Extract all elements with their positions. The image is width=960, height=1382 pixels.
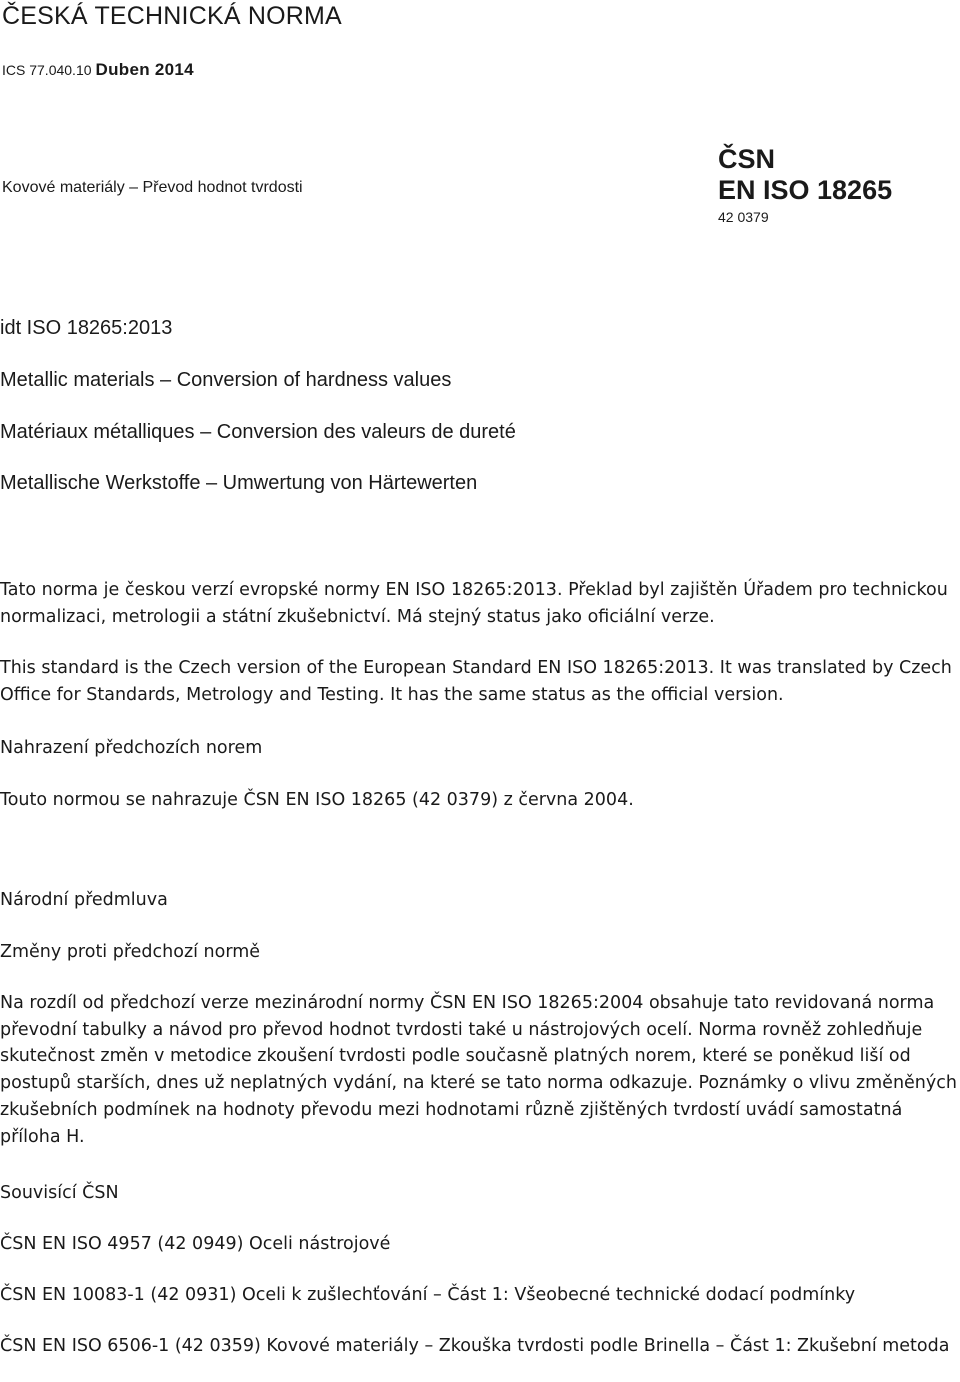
document-heading: ČESKÁ TECHNICKÁ NORMA	[2, 2, 342, 30]
related-standard-item: ČSN EN 10083-1 (42 0931) Oceli k zušlechťování – Část 1: Všeobecné technické dodací podmínky	[0, 1285, 856, 1305]
replaced-standards-heading: Nahrazení předchozích norem	[0, 738, 263, 758]
english-version-statement: This standard is the Czech version of the European Standard EN ISO 18265:2013. It was translated by Czech Office for Standards, Metrology and Testing. It has the same status as the official version.	[0, 658, 952, 705]
ics-code: ICS 77.040.10	[2, 62, 92, 78]
csn-mark: ČSN	[718, 144, 776, 174]
changes-heading: Změny proti předchozí normě	[0, 942, 261, 962]
czech-title: Kovové materiály – Převod hodnot tvrdosti	[2, 179, 303, 196]
publication-date: Duben 2014	[95, 60, 194, 79]
french-title: Matériaux métalliques – Conversion des valeurs de dureté	[0, 421, 516, 443]
standard-number: EN ISO 18265	[718, 175, 893, 205]
classification-number: 42 0379	[718, 209, 769, 225]
related-standard-item: ČSN EN ISO 4957 (42 0949) Oceli nástrojové	[0, 1234, 391, 1254]
ics-line	[2, 60, 194, 80]
german-title: Metallische Werkstoffe – Umwertung von Härtewerten	[0, 472, 478, 494]
english-title: Metallic materials – Conversion of hardness values	[0, 369, 452, 391]
related-standards-heading: Souvisící ČSN	[0, 1183, 119, 1203]
changes-text: Na rozdíl od předchozí verze mezinárodní normy ČSN EN ISO 18265:2004 obsahuje tato revidovaná norma převodní tabulky a návod pro převod hodnot tvrdosti také u nástrojových ocelí. Norma rovněž zohledňuje skutečnost změn v metodice zkoušení tvrdosti podle současně platných norem, které se poněkud liší od postupů starších, dnes už neplatných vydání, na které se tato norma odkazuje. Poznámky o vlivu změněných zkušebních podmínek na hodnoty převodu mezi hodnotami různě zjištěných tvrdostí uvádí samostatná příloha H.	[0, 993, 957, 1147]
czech-version-statement: Tato norma je českou verzí evropské normy EN ISO 18265:2013. Překlad byl zajištěn Úřadem pro technickou normalizaci, metrologii a státní zkušebnictví. Má stejný status jako oficiální verze.	[0, 580, 948, 627]
related-standard-item: ČSN EN ISO 6506-1 (42 0359) Kovové materiály – Zkouška tvrdosti podle Brinella – Část 1: Zkušební metoda	[0, 1336, 950, 1356]
replaced-standards-text: Touto normou se nahrazuje ČSN EN ISO 18265 (42 0379) z června 2004.	[0, 790, 634, 810]
national-foreword-heading: Národní předmluva	[0, 890, 168, 910]
identical-iso: idt ISO 18265:2013	[0, 317, 173, 339]
